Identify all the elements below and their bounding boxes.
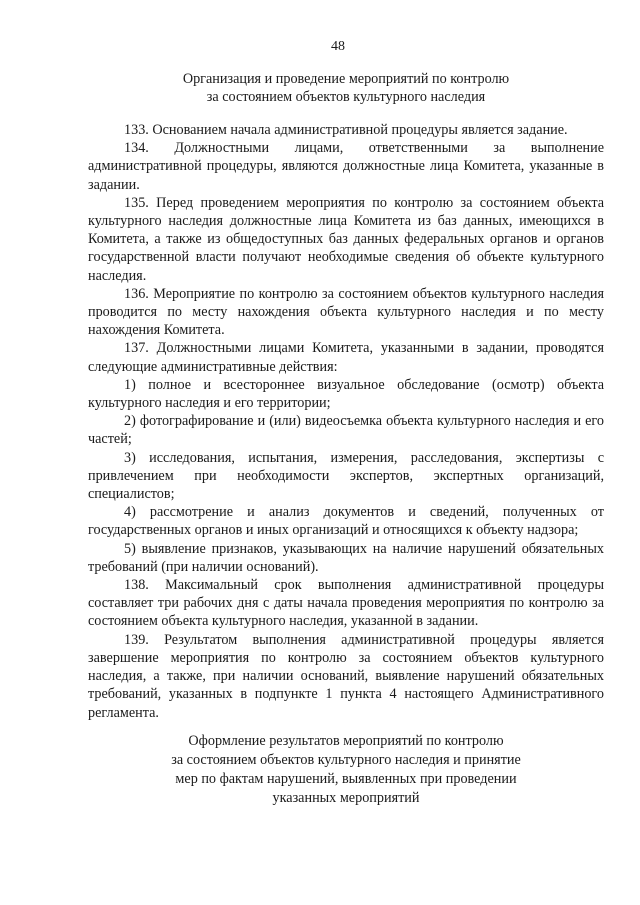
list-item-5: 5) выявление признаков, указывающих на наличие нарушений обязательных требований (при наличии оснований).: [88, 540, 604, 575]
section-heading-results: [88, 732, 604, 808]
list-item-4: 4) рассмотрение и анализ документов и сведений, полученных от государственных органов и иных организаций и относящихся к объекту надзора;: [88, 504, 604, 539]
document-body: [88, 121, 604, 722]
page-number: 48: [331, 39, 345, 54]
paragraph-138: 138. Максимальный срок выполнения административной процедуры составляет три рабочих дня с даты начала проведения мероприятия по контролю за состоянием объекта культурного наследия, указанной в задании.: [88, 577, 604, 630]
list-item-2: 2) фотографирование и (или) видеосъемка объекта культурного наследия и его частей;: [88, 413, 604, 448]
paragraph-136: 136. Мероприятие по контролю за состоянием объектов культурного наследия проводится по месту нахождения объекта культурного наследия и по месту нахождения Комитета.: [88, 285, 604, 339]
section-heading-line: Организация и проведение мероприятий по контролю: [182, 71, 510, 87]
section-heading-line: за состоянием объектов культурного наследия: [206, 89, 486, 106]
list-item-3: 3) исследования, испытания, измерения, расследования, экспертизы с привлечением при необходимости экспертов, экспертных организаций, специалистов;: [88, 449, 604, 503]
section-heading-line: за состоянием объектов культурного наследия и принятие: [171, 752, 521, 768]
section-heading-line: мер по фактам нарушений, выявленных при проведении: [175, 771, 517, 787]
paragraph-135: 135. Перед проведением мероприятия по контролю за состоянием объекта культурного наследия должностные лица Комитета из баз данных, имеющихся в Комитета, а также из общедоступных баз данных федеральных органов и органов государственной власти получают необходимые сведения об объекте культурного наследия.: [88, 194, 604, 284]
paragraph-134: 134. Должностными лицами, ответственными за выполнение административной процедуры, являются должностные лица Комитета, указанные в задании.: [88, 140, 604, 193]
section-heading-control: [88, 70, 604, 106]
section-heading-line: Оформление результатов мероприятий по контролю: [188, 733, 504, 749]
paragraph-137: 137. Должностными лицами Комитета, указанными в задании, проводятся следующие административные действия:: [88, 340, 604, 375]
list-item-1: 1) полное и всестороннее визуальное обследование (осмотр) объекта культурного наследия и его территории;: [88, 376, 604, 412]
paragraph-139: 139. Результатом выполнения административной процедуры является завершение мероприятия по контролю за состоянием объектов культурного наследия, а также, при наличии оснований, выявление нарушений обязательных требований, указанных в подпункте 1 пункта 4 настоящего Административного регламента.: [88, 631, 604, 721]
section-heading-line: указанных мероприятий: [272, 790, 420, 806]
paragraph-133: 133. Основанием начала административной процедуры является задание.: [124, 122, 568, 138]
